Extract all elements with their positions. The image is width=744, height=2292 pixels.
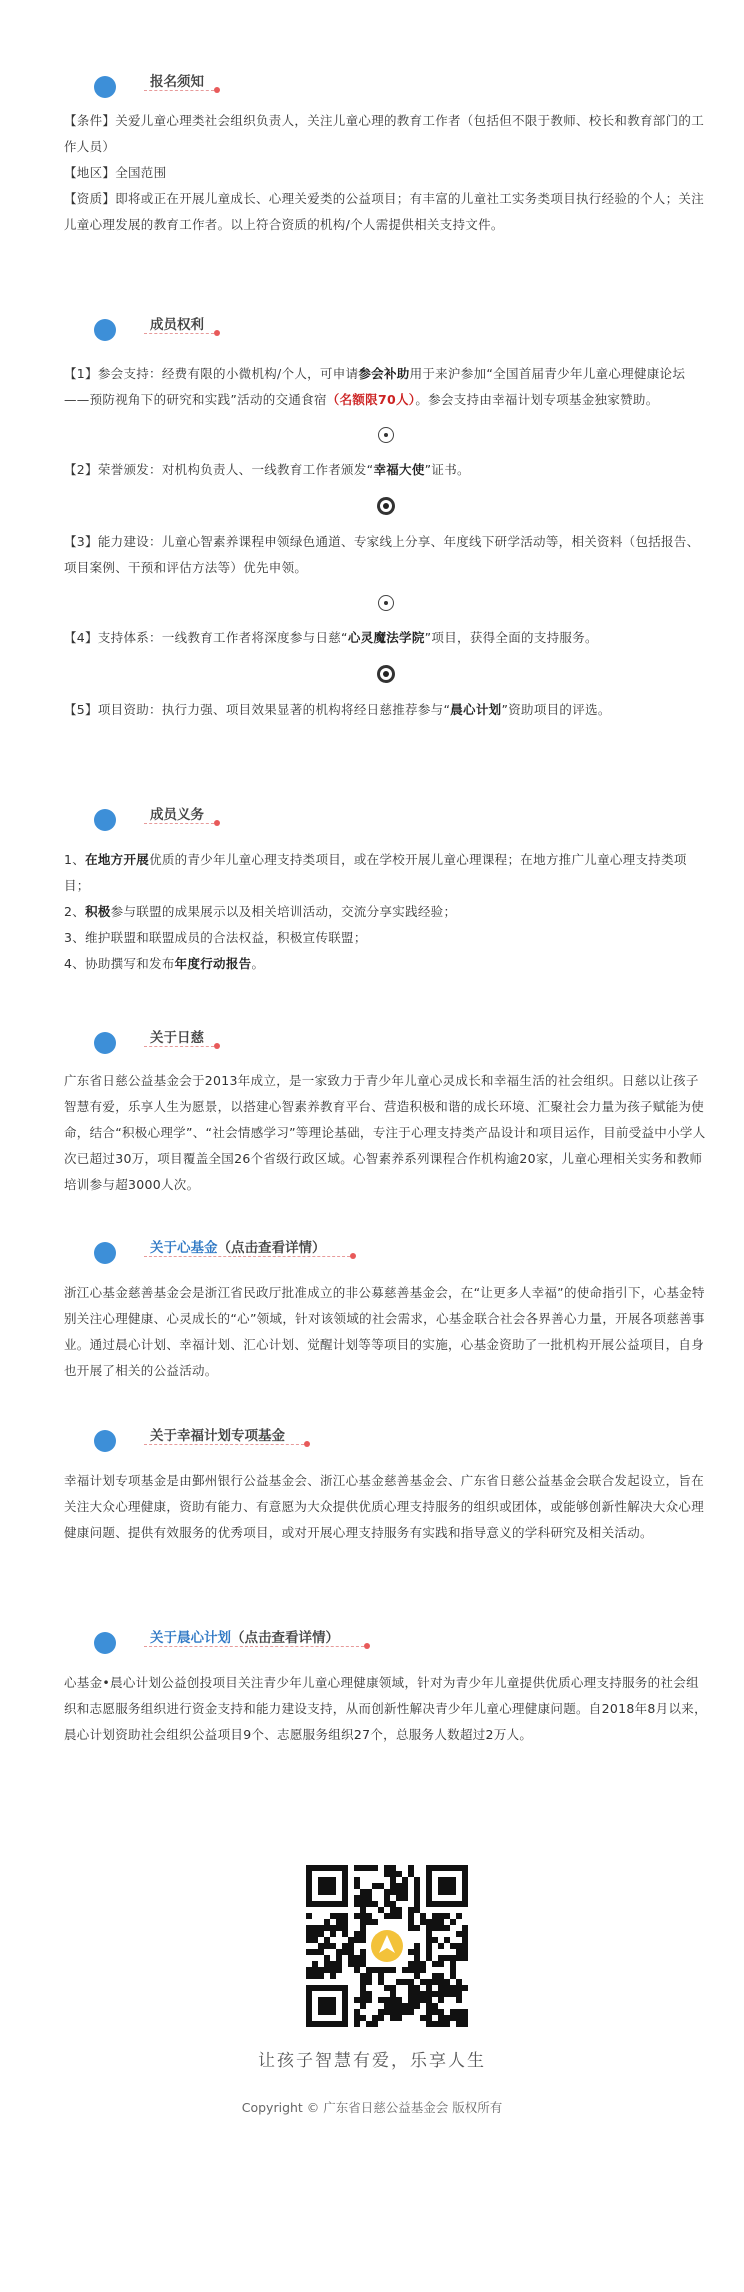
right-item-4: 【4】支持体系：一线教育工作者将深度参与日慈“心灵魔法学院”项目，获得全面的支持服务。 (64, 630, 598, 645)
section-dot-icon (94, 1430, 116, 1452)
section-dot-icon (94, 76, 116, 98)
registration-qualification: 【资质】即将或正在开展儿童成长、心理关爱类的公益项目；有丰富的儿童社工实务类项目执行经验的个人；关注儿童心理发展的教育工作者。以上符合资质的机构/个人需提供相关支持文件。 (64, 191, 705, 232)
right-item-3: 【3】能力建设：儿童心智素养课程申领绿色通道、专家线上分享、年度线下研学活动等，相关资料（包括报告、项目案例、干预和评估方法等）优先申领。 (64, 534, 700, 575)
section-about-rici (64, 1018, 708, 1198)
section-dot-icon (94, 1032, 116, 1054)
section-about-happiness-fund (64, 1416, 708, 1546)
qr-code-icon (306, 1865, 468, 2027)
section-member-rights (64, 305, 708, 723)
duty-item-1: 1、在地方开展优质的青少年儿童心理支持类项目，或在学校开展儿童心理课程；在地方推广儿童心理支持类项目； (64, 852, 687, 893)
divider-ring-icon (377, 497, 395, 515)
section-dot-icon (94, 319, 116, 341)
section-header[interactable] (0, 1618, 708, 1678)
duty-item-3: 3、维护联盟和联盟成员的合法权益，积极宣传联盟； (64, 930, 367, 945)
section-title: 成员权利 (150, 317, 204, 333)
section-header (0, 1018, 708, 1078)
divider-dot-icon (378, 427, 394, 443)
right-item-2: 【2】荣誉颁发：对机构负责人、一线教育工作者颁发“幸福大使”证书。 (64, 462, 470, 477)
section-title: 成员义务 (150, 807, 204, 823)
about-rici-text: 广东省日慈公益基金会于2013年成立，是一家致力于青少年儿童心灵成长和幸福生活的社会组织。日慈以让孩子智慧有爱，乐享人生为愿景，以搭建心智素养教育平台、营造积极和谐的成长环境、汇聚社会力量为孩子赋能为使命，结合“积极心理学”、“社会情感学习”等理论基础，专注于心理支持类产品设计和项目运作，目前受益中小学人次已超过30万，项目覆盖全国26个省级行政区域。心智素养系列课程合作机构逾20家，儿童心理相关实务和教师培训参与超3000人次。 (64, 1073, 706, 1192)
section-dot-icon (94, 1632, 116, 1654)
duty-item-2: 2、积极参与联盟的成果展示以及相关培训活动，交流分享实践经验； (64, 904, 457, 919)
section-title-underline (144, 1256, 350, 1257)
section-header (0, 305, 708, 365)
section-title-link[interactable]: 关于晨心计划（点击查看详情） (150, 1630, 339, 1646)
section-about-chenxin (64, 1618, 708, 1748)
section-header (0, 795, 708, 855)
section-title-underline (144, 823, 214, 824)
section-member-duties (64, 795, 708, 977)
registration-condition: 【条件】关爱儿童心理类社会组织负责人，关注儿童心理的教育工作者（包括但不限于教师、校长和教育部门的工作人员） (64, 113, 705, 154)
section-header[interactable] (0, 1228, 708, 1288)
section-title-underline (144, 1444, 304, 1445)
section-header (0, 62, 708, 122)
divider-dot-icon (378, 595, 394, 611)
about-chenxin-text: 心基金•晨心计划公益创投项目关注青少年儿童心理健康领域，针对为青少年儿童提供优质心理支持服务的社会组织和志愿服务组织进行资金支持和能力建设支持，从而创新性解决青少年儿童心理健康问题。自2018年8月以来，晨心计划资助社会组织公益项目9个、志愿服务组织27个，总服务人数超过2万人。 (64, 1675, 707, 1742)
section-title-underline (144, 1046, 214, 1047)
duty-item-4: 4、协助撰写和发布年度行动报告。 (64, 956, 265, 971)
section-dot-icon (94, 809, 116, 831)
footer-copyright: Copyright © 广东省日慈公益基金会 版权所有 (241, 2100, 503, 2115)
about-happiness-fund-text: 幸福计划专项基金是由鄞州银行公益基金会、浙江心基金慈善基金会、广东省日慈公益基金会联合发起设立，旨在关注大众心理健康，资助有能力、有意愿为大众提供优质心理支持服务的组织或团体，或能够创新性解决大众心理健康问题、提供有效服务的优秀项目，或对开展心理支持服务有实践和指导意义的学科研究及相关活动。 (64, 1473, 705, 1540)
section-header (0, 1416, 708, 1476)
section-dot-icon (94, 1242, 116, 1264)
section-title: 关于幸福计划专项基金 (150, 1428, 285, 1444)
section-about-xin-fund (64, 1228, 708, 1384)
qr-code-image[interactable] (306, 1865, 468, 2027)
divider-ring-icon (377, 665, 395, 683)
right-item-5: 【5】项目资助：执行力强、项目效果显著的机构将经日慈推荐参与“晨心计划”资助项目的评选。 (64, 702, 611, 717)
right-item-1: 【1】参会支持：经费有限的小微机构/个人，可申请参会补助用于来沪参加“全国首届青少年儿童心理健康论坛——预防视角下的研究和实践”活动的交通食宿（名额限70人）。参会支持由幸福计划专项基金独家赞助。 (64, 366, 686, 407)
about-xin-fund-text: 浙江心基金慈善基金会是浙江省民政厅批准成立的非公募慈善基金会，在“让更多人幸福”的使命指引下，心基金特别关注心理健康、心灵成长的“心”领域，针对该领域的社会需求，心基金联合社会各界善心力量，开展各项慈善事业。通过晨心计划、幸福计划、汇心计划、觉醒计划等等项目的实施，心基金资助了一批机构开展公益项目，自身也开展了相关的公益活动。 (64, 1285, 705, 1378)
section-title-underline (144, 333, 214, 334)
section-title-underline (144, 90, 214, 91)
section-title-link[interactable]: 关于心基金（点击查看详情） (150, 1240, 326, 1256)
section-registration (64, 62, 708, 238)
registration-region: 【地区】全国范围 (64, 165, 167, 180)
section-title: 报名须知 (150, 74, 204, 90)
footer-slogan: 让孩子智慧有爱，乐享人生 (258, 2051, 486, 2071)
section-title: 关于日慈 (150, 1030, 204, 1046)
section-title-underline (144, 1646, 364, 1647)
